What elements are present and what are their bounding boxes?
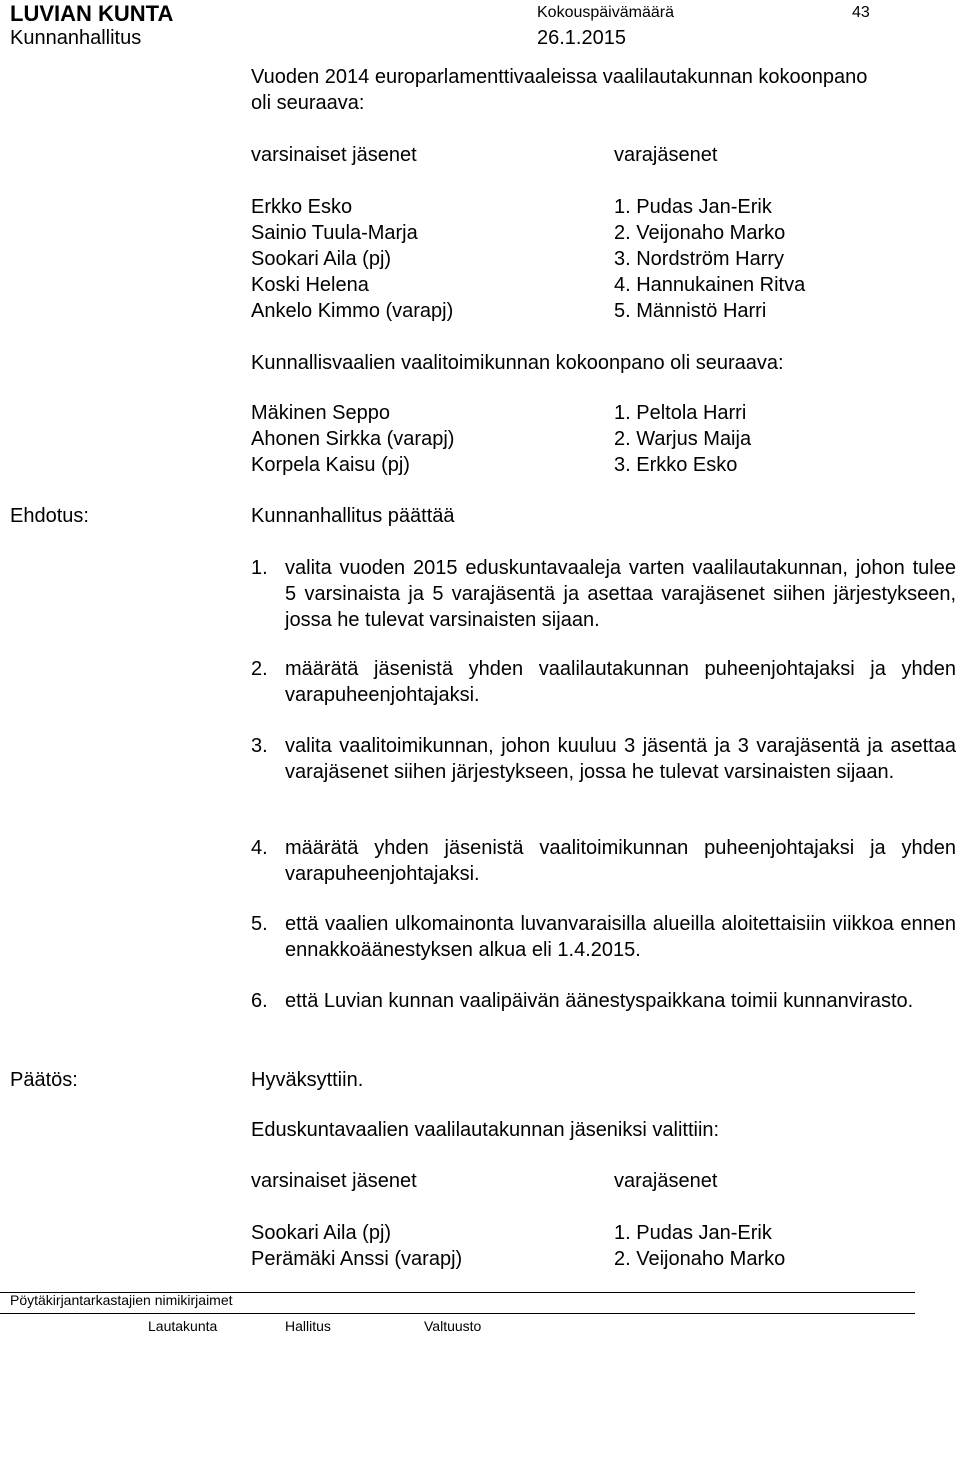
deputy-name: 2. Veijonaho Marko: [614, 1248, 786, 1270]
meeting-date: 26.1.2015: [537, 27, 626, 49]
deputy-name: 1. Peltola Harri: [614, 402, 747, 424]
members-heading: varsinaiset jäsenet: [251, 1170, 417, 1192]
item-text: että vaalien ulkomainonta luvanvaraisilla alueilla aloitettaisiin viikkoa ennen ennakkoäänestyksen alkua eli 1.4.2015.: [285, 913, 956, 961]
proposal-label: Ehdotus:: [10, 505, 89, 527]
member-name: Sainio Tuula-Marja: [251, 222, 418, 244]
footer-column-valtuusto: Valtuusto: [424, 1318, 482, 1334]
footer-column-lautakunta: Lautakunta: [148, 1318, 218, 1334]
municipal-heading: Kunnallisvaalien vaalitoimikunnan kokoonpano oli seuraava:: [251, 352, 784, 374]
members-heading: varsinaiset jäsenet: [251, 144, 417, 166]
governing-body: Kunnanhallitus: [10, 27, 142, 49]
member-name: Ahonen Sirkka (varapj): [251, 428, 455, 450]
member-name: Sookari Aila (pj): [251, 1222, 392, 1244]
deputies-heading: varajäsenet: [614, 144, 718, 166]
deputy-name: 2. Veijonaho Marko: [614, 222, 786, 244]
deputies-heading: varajäsenet: [614, 1170, 718, 1192]
member-name: Erkko Esko: [251, 196, 353, 218]
decision-label: Päätös:: [10, 1069, 78, 1091]
page-number: 43: [852, 4, 870, 21]
proposal-item: [251, 733, 956, 785]
organization-name: LUVIAN KUNTA: [10, 1, 174, 26]
deputy-name: 3. Erkko Esko: [614, 454, 738, 476]
intro-line-2: oli seuraava:: [251, 92, 365, 114]
proposal-item: [251, 555, 956, 633]
item-text: määrätä yhden jäsenistä vaalitoimikunnan puheenjohtajaksi ja yhden varapuheenjohtajaksi.: [285, 837, 956, 885]
item-text: että Luvian kunnan vaalipäivän äänestyspaikkana toimii kunnanvirasto.: [285, 990, 914, 1012]
item-number: 4.: [251, 837, 268, 859]
proposal-lead: Kunnanhallitus päättää: [251, 505, 455, 527]
member-name: Korpela Kaisu (pj): [251, 454, 410, 476]
signatures-label: Pöytäkirjantarkastajien nimikirjaimet: [10, 1292, 233, 1308]
footer-divider: [0, 1313, 915, 1314]
meeting-date-label: Kokouspäivämäärä: [537, 4, 674, 21]
member-name: Sookari Aila (pj): [251, 248, 392, 270]
item-number: 1.: [251, 557, 268, 579]
deputy-name: 4. Hannukainen Ritva: [614, 274, 806, 296]
member-name: Perämäki Anssi (varapj): [251, 1248, 463, 1270]
deputy-name: 1. Pudas Jan-Erik: [614, 196, 772, 218]
deputy-name: 1. Pudas Jan-Erik: [614, 1222, 772, 1244]
item-text: valita vuoden 2015 eduskuntavaaleja varten vaalilautakunnan, johon tulee 5 varsinaista ja 5 varajäsentä ja asettaa varajäsenet siihen järjestykseen, jossa he tulevat varsinaisten sijaan.: [285, 557, 956, 631]
proposal-item: [251, 911, 956, 963]
proposal-item: [251, 835, 956, 887]
deputy-name: 3. Nordström Harry: [614, 248, 785, 270]
elected-heading: Eduskuntavaalien vaalilautakunnan jäseniksi valittiin:: [251, 1119, 720, 1141]
member-name: Ankelo Kimmo (varapj): [251, 300, 454, 322]
deputy-name: 2. Warjus Maija: [614, 428, 752, 450]
item-number: 3.: [251, 735, 268, 757]
item-number: 5.: [251, 913, 268, 935]
intro-line-1: Vuoden 2014 europarlamenttivaaleissa vaalilautakunnan kokoonpano: [251, 66, 868, 88]
footer-column-hallitus: Hallitus: [285, 1318, 331, 1334]
item-text: määrätä jäsenistä yhden vaalilautakunnan puheenjohtajaksi ja yhden varapuheenjohtajaksi.: [285, 658, 956, 706]
deputy-name: 5. Männistö Harri: [614, 300, 767, 322]
decision-text: Hyväksyttiin.: [251, 1069, 364, 1091]
item-number: 6.: [251, 990, 268, 1012]
proposal-item: [251, 988, 956, 1014]
item-text: valita vaalitoimikunnan, johon kuuluu 3 jäsentä ja 3 varajäsentä ja asettaa varajäsenet siihen järjestykseen, jossa he tulevat varsinaisten sijaan.: [285, 735, 956, 783]
proposal-item: [251, 656, 956, 708]
member-name: Mäkinen Seppo: [251, 402, 390, 424]
member-name: Koski Helena: [251, 274, 369, 296]
item-number: 2.: [251, 658, 268, 680]
